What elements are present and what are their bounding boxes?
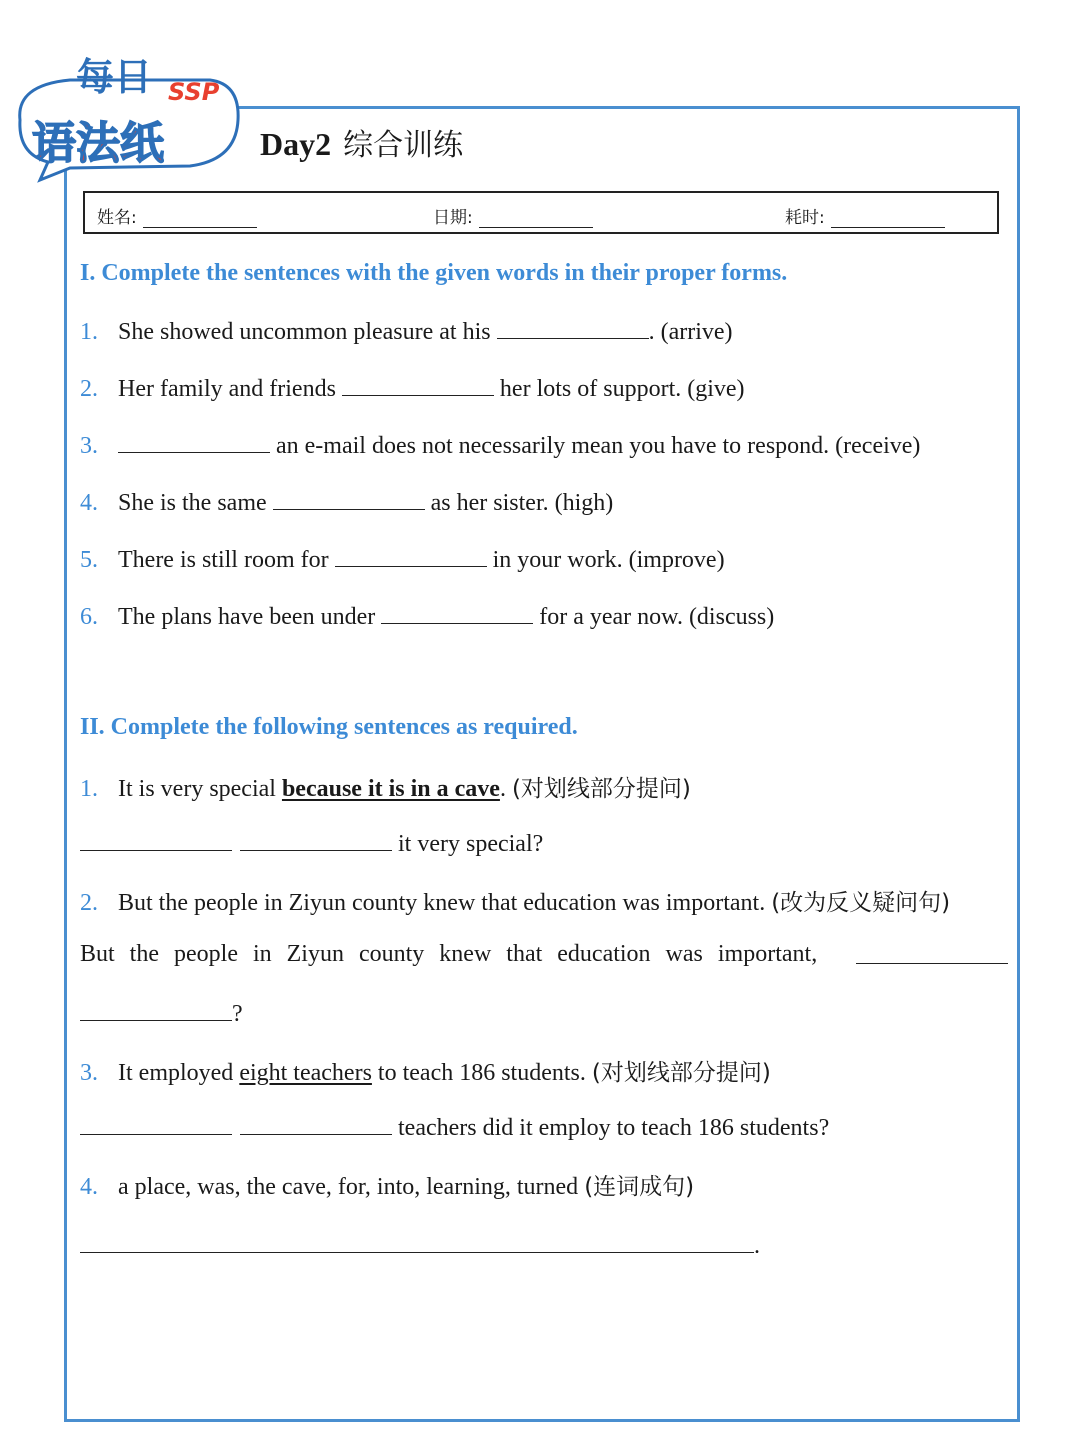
s2-q4-answer: . <box>80 1230 760 1260</box>
name-field[interactable]: 姓名: <box>97 203 257 228</box>
s2-q2-answer-cont: ? <box>80 998 243 1028</box>
s2-q2: 2. But the people in Ziyun county knew that education was important. (改为反义疑问句) <box>80 890 951 916</box>
logo-ssp: SSP <box>168 78 220 106</box>
s1-item-3: 3. an e-mail does not necessarily mean you have to respond. (receive) <box>80 430 920 460</box>
answer-blank[interactable] <box>80 828 232 851</box>
answer-blank[interactable] <box>80 1230 754 1253</box>
s2-q1-answer: it very special? <box>80 828 543 858</box>
s2-q2-answer: But the people in Ziyun county knew that education was important, <box>80 941 1008 968</box>
answer-blank[interactable] <box>240 1112 392 1135</box>
answer-blank[interactable] <box>80 1112 232 1135</box>
day-label: Day2 <box>260 126 332 162</box>
logo-line2: 语法纸 <box>32 118 164 169</box>
section1-heading: I. Complete the sentences with the given words in their proper forms. <box>80 260 788 286</box>
title-cn: 综合训练 <box>343 128 464 163</box>
s1-item-1: 1. She showed uncommon pleasure at his . (arrive) <box>80 316 733 346</box>
date-field[interactable]: 日期: <box>433 203 593 228</box>
logo-line1: 每日 <box>76 55 153 99</box>
answer-blank[interactable] <box>240 828 392 851</box>
s2-q3: 3. It employed eight teachers to teach 186 students. (对划线部分提问) <box>80 1060 771 1086</box>
page-frame <box>64 106 1020 1422</box>
s1-item-2: 2. Her family and friends her lots of support. (give) <box>80 373 745 403</box>
s2-q1: 1. It is very special because it is in a cave. (对划线部分提问) <box>80 776 691 802</box>
s1-item-5: 5. There is still room for in your work. (improve) <box>80 544 725 574</box>
answer-blank[interactable] <box>80 998 232 1021</box>
answer-blank[interactable] <box>335 544 487 567</box>
answer-blank[interactable] <box>856 941 1008 964</box>
s2-q4: 4. a place, was, the cave, for, into, learning, turned (连词成句) <box>80 1174 695 1200</box>
answer-blank[interactable] <box>381 601 533 624</box>
s2-q3-answer: teachers did it employ to teach 186 students? <box>80 1112 829 1142</box>
page-title <box>260 120 463 164</box>
answer-blank[interactable] <box>497 316 649 339</box>
answer-blank[interactable] <box>342 373 494 396</box>
section2-heading: II. Complete the following sentences as required. <box>80 714 578 740</box>
brand-logo <box>10 50 242 186</box>
s1-item-6: 6. The plans have been under for a year now. (discuss) <box>80 601 774 631</box>
info-box <box>83 191 999 234</box>
s1-item-4: 4. She is the same as her sister. (high) <box>80 487 613 517</box>
time-field[interactable]: 耗时: <box>785 203 945 228</box>
answer-blank[interactable] <box>118 430 270 453</box>
answer-blank[interactable] <box>273 487 425 510</box>
